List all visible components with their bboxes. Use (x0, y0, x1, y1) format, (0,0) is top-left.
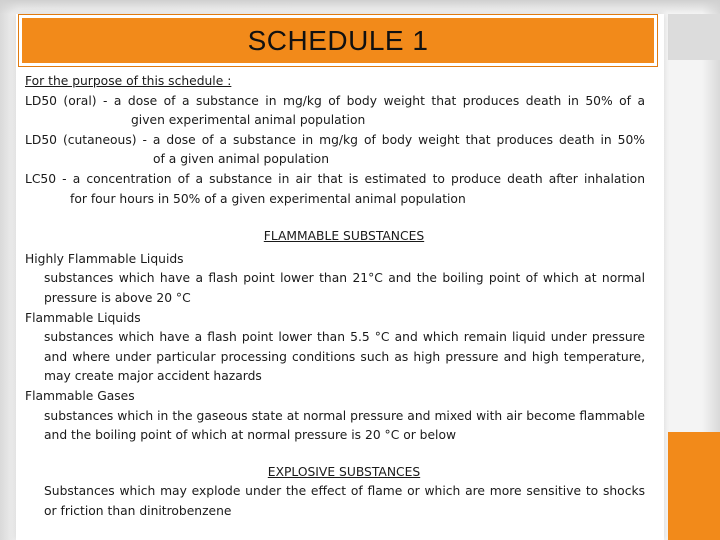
flammable-item-description: substances which have a flash point lower than 21°C and the boiling point of which at normal pressure is above 20 °C (44, 271, 645, 305)
definition-continuation: given experimental animal population (131, 113, 366, 128)
flammable-item-name: Highly Flammable Liquids (25, 251, 184, 266)
side-decoration-accent (668, 432, 720, 540)
slide-title: SCHEDULE 1 (247, 25, 429, 56)
definition-continuation: for four hours in 50% of a given experimental animal population (70, 191, 466, 206)
definition-ld50-cutaneous (25, 131, 645, 170)
intro-line: For the purpose of this schedule : (25, 74, 232, 88)
side-decoration-top (668, 14, 720, 60)
definition-line: LD50 (oral) - a dose of a substance in mg/kg of body weight that produces death in 50% of a (25, 93, 645, 108)
flammable-item-description: substances which have a flash point lower than 5.5 °C and which remain liquid under pressure and where under particular processing conditions such as high pressure and high temperature, may create major accident hazards (44, 330, 645, 384)
definition-line: LC50 - a concentration of a substance in air that is estimated to produce death after inhalation (25, 171, 645, 186)
flammable-item-description: substances which in the gaseous state at normal pressure and mixed with air become flammable and the boiling point of which at normal pressure is 20 °C or below (44, 408, 645, 443)
definition-continuation: of a given animal population (153, 152, 329, 167)
top-shadow (0, 0, 720, 14)
explosive-description: Substances which may explode under the effect of flame or which are more sensitive to shocks or friction than dinitrobenzene (44, 484, 645, 518)
flammable-item-name: Flammable Liquids (25, 310, 141, 325)
document-body (25, 72, 645, 521)
flammable-item-flammable-liquids (25, 309, 645, 387)
definition-line: LD50 (cutaneous) - a dose of a substance in mg/kg of body weight that produces death in 50% (25, 132, 645, 147)
explosive-heading: EXPLOSIVE SUBSTANCES (267, 464, 421, 479)
flammable-heading: FLAMMABLE SUBSTANCES (263, 229, 425, 244)
definition-ld50-oral (25, 92, 645, 131)
flammable-item-highly-flammable-liquids (25, 250, 645, 309)
flammable-item-name: Flammable Gases (25, 388, 135, 403)
flammable-item-flammable-gases (25, 387, 645, 446)
title-bar (19, 15, 657, 66)
definition-lc50 (25, 170, 645, 209)
